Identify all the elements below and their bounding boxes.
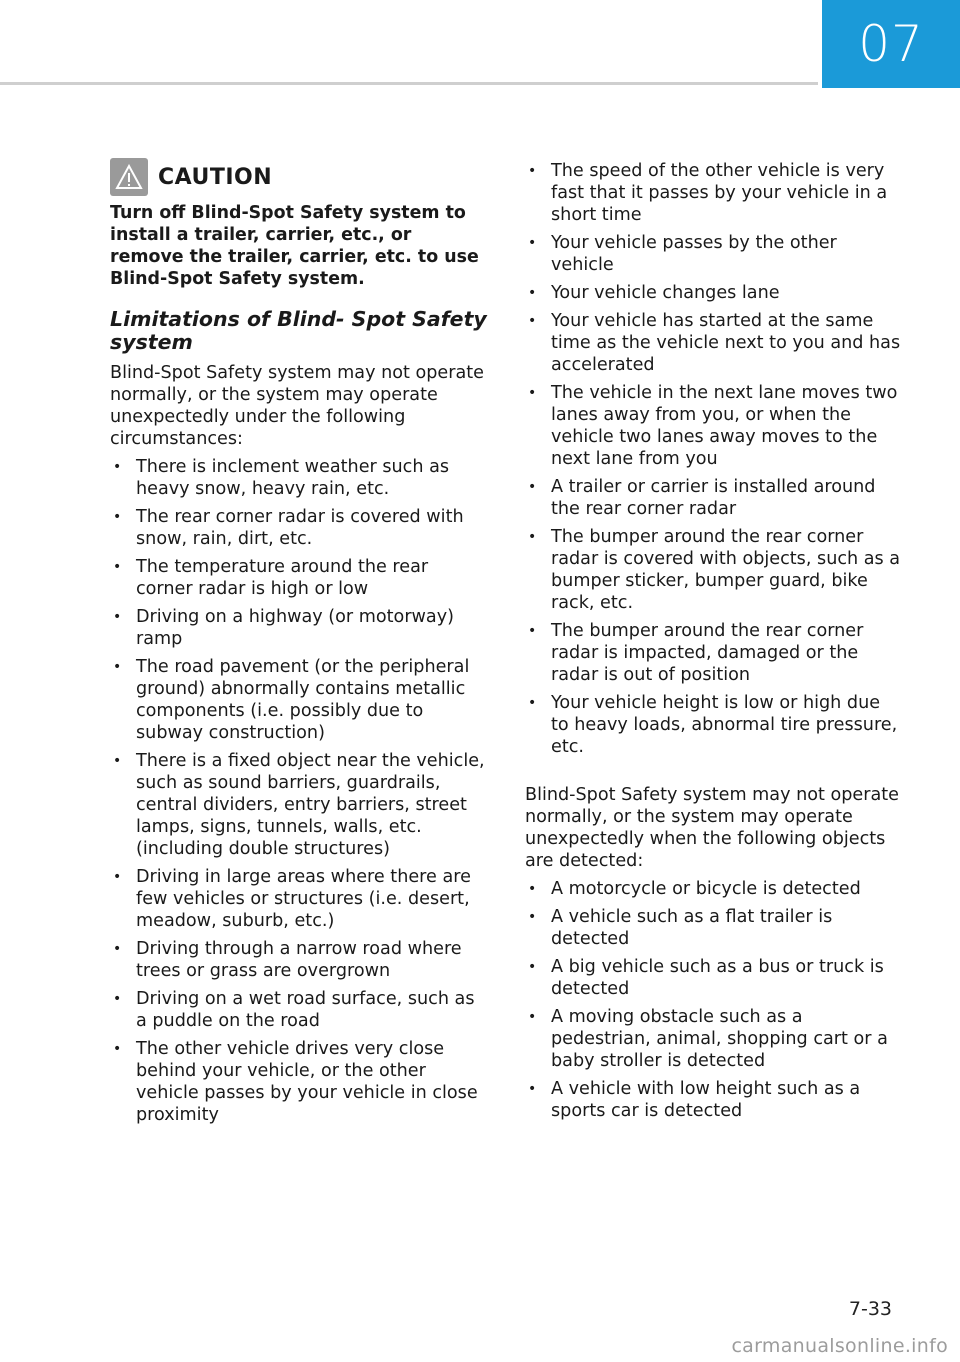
list-item	[110, 866, 488, 932]
bullet-icon: •	[528, 479, 537, 495]
list-item	[525, 310, 903, 376]
caution-text: Turn off Blind-Spot Safety system to install a trailer, carrier, etc., or remove the trailer, carrier, etc. to use Blind-Spot Safety system.	[110, 203, 479, 289]
list-item-text: Driving on a wet road surface, such as a puddle on the road	[136, 989, 475, 1031]
list-item	[525, 956, 903, 1000]
page-number: 7-33	[848, 1298, 892, 1320]
detected-list	[525, 878, 903, 1122]
list-item-text: Driving through a narrow road where trees or grass are overgrown	[136, 939, 462, 981]
list-item	[525, 906, 903, 950]
limitations-list-right	[525, 160, 903, 758]
list-item-text: Driving on a highway (or motorway) ramp	[136, 607, 454, 649]
list-item-text: The other vehicle drives very close behind your vehicle, or the other vehicle passes by your vehicle in close proximity	[136, 1039, 478, 1125]
bullet-icon: •	[528, 285, 537, 301]
bullet-icon: •	[528, 623, 537, 639]
list-item	[110, 456, 488, 500]
list-item	[110, 988, 488, 1032]
list-item	[110, 656, 488, 744]
caution-label: CAUTION	[158, 164, 273, 190]
list-item-text: Your vehicle changes lane	[551, 283, 780, 303]
list-item-text: A vehicle such as a flat trailer is detected	[551, 907, 833, 949]
bullet-icon: •	[113, 559, 122, 575]
list-item-text: The bumper around the rear corner radar is covered with objects, such as a bumper sticker, bumper guard, bike rack, etc.	[551, 527, 901, 613]
list-item-text: There is inclement weather such as heavy snow, heavy rain, etc.	[136, 457, 450, 499]
list-item-text: A moving obstacle such as a pedestrian, animal, shopping cart or a baby stroller is detected	[551, 1007, 888, 1071]
bullet-icon: •	[528, 313, 537, 329]
bullet-icon: •	[113, 941, 122, 957]
list-item	[525, 620, 903, 686]
bullet-icon: •	[113, 459, 122, 475]
list-item	[525, 1078, 903, 1122]
bullet-icon: •	[528, 881, 537, 897]
list-item	[525, 692, 903, 758]
list-item-text: A trailer or carrier is installed around the rear corner radar	[551, 477, 876, 519]
bullet-icon: •	[528, 959, 537, 975]
list-item	[525, 526, 903, 614]
list-item	[525, 282, 903, 304]
bullet-icon: •	[528, 695, 537, 711]
list-item	[525, 1006, 903, 1072]
bullet-icon: •	[113, 991, 122, 1007]
list-item	[525, 160, 903, 226]
list-item-text: Your vehicle has started at the same time as the vehicle next to you and has accelerated	[551, 311, 901, 375]
list-item-text: The speed of the other vehicle is very fast that it passes by your vehicle in a short time	[551, 161, 888, 225]
list-item	[110, 938, 488, 982]
bullet-icon: •	[528, 235, 537, 251]
list-item	[110, 750, 488, 860]
list-item-text: The vehicle in the next lane moves two lanes away from you, or when the vehicle two lanes away moves to the next lane from you	[551, 383, 898, 469]
list-item-text: The road pavement (or the peripheral ground) abnormally contains metallic components (i.e. possibly due to subway construction)	[136, 657, 470, 743]
list-item-text: The temperature around the rear corner radar is high or low	[136, 557, 429, 599]
list-item-text: A motorcycle or bicycle is detected	[551, 879, 861, 899]
right-column	[525, 160, 903, 1128]
header-rule	[0, 82, 818, 85]
warning-triangle-icon	[110, 158, 148, 196]
list-item	[110, 506, 488, 550]
bullet-icon: •	[528, 909, 537, 925]
list-item	[525, 232, 903, 276]
bullet-icon: •	[113, 753, 122, 769]
limitations-list-left	[110, 456, 488, 1126]
limitations-intro: Blind-Spot Safety system may not operate normally, or the system may operate unexpectedly under the following circumstances:	[110, 363, 484, 449]
list-item	[110, 556, 488, 600]
list-item-text: The rear corner radar is covered with snow, rain, dirt, etc.	[136, 507, 464, 549]
list-item-text: The bumper around the rear corner radar is impacted, damaged or the radar is out of position	[551, 621, 864, 685]
bullet-icon: •	[528, 1009, 537, 1025]
list-item	[110, 606, 488, 650]
bullet-icon: •	[113, 869, 122, 885]
detected-intro: Blind-Spot Safety system may not operate normally, or the system may operate unexpectedly when the following objects are detected:	[525, 785, 899, 871]
list-item	[525, 878, 903, 900]
section-title: Limitations of Blind- Spot Safety system	[110, 307, 487, 354]
list-item	[525, 476, 903, 520]
bullet-icon: •	[528, 1081, 537, 1097]
list-item-text: A vehicle with low height such as a sports car is detected	[551, 1079, 861, 1121]
bullet-icon: •	[113, 1041, 122, 1057]
bullet-icon: •	[113, 609, 122, 625]
bullet-icon: •	[113, 509, 122, 525]
list-item-text: Your vehicle height is low or high due to heavy loads, abnormal tire pressure, etc.	[551, 693, 898, 757]
chapter-tab: 07	[822, 0, 960, 88]
list-item-text: There is a fixed object near the vehicle, such as sound barriers, guardrails, central dividers, entry barriers, street lamps, signs, tunnels, walls, etc. (including double structures)	[136, 751, 485, 859]
bullet-icon: •	[528, 385, 537, 401]
list-item-text: Your vehicle passes by the other vehicle	[551, 233, 837, 275]
list-item	[110, 1038, 488, 1126]
watermark: carmanualsonline.info	[731, 1335, 948, 1357]
caution-header	[110, 158, 488, 196]
list-item-text: Driving in large areas where there are few vehicles or structures (i.e. desert, meadow, suburb, etc.)	[136, 867, 471, 931]
bullet-icon: •	[528, 163, 537, 179]
bullet-icon: •	[528, 529, 537, 545]
left-column	[110, 158, 488, 1132]
list-item-text: A big vehicle such as a bus or truck is detected	[551, 957, 884, 999]
bullet-icon: •	[113, 659, 122, 675]
list-item	[525, 382, 903, 470]
